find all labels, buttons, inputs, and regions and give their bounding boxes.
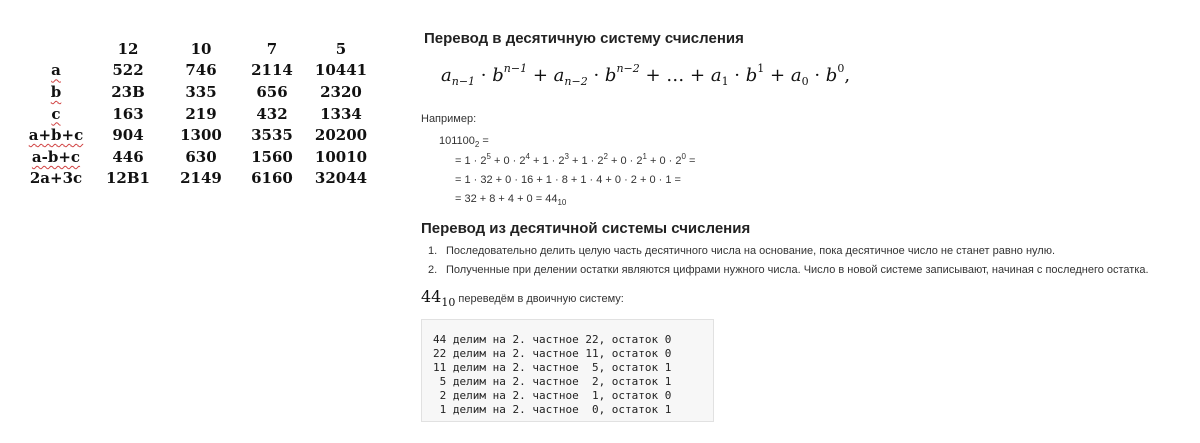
table-header-cell: 12 [117,39,139,58]
table-cell: 2149 [180,169,222,188]
table-cell: 1334 [320,104,362,123]
row-label: 2a+3c [29,169,83,188]
table-row [20,124,376,146]
table-cell: 656 [256,82,288,101]
table-row [20,81,376,103]
table-header-cell: 10 [190,39,212,58]
table-cell: 10441 [314,61,368,80]
list-item-text: Полученные при делении остатки являются цифрами нужного числа. Число в новой системе записывают, начиная с последнего остатка. [446,264,1149,276]
section-heading-from-decimal: Перевод из десятичной системы счисления [421,220,751,237]
section-heading-to-decimal: Перевод в десятичную систему счисления [424,30,744,47]
row-label: a [51,61,61,80]
list-item-number: 2. [428,264,438,276]
table-header-cell: 5 [335,39,347,58]
table-header-cell [20,38,92,60]
steps-list [421,245,1149,283]
table-cell: 23B [111,82,145,101]
base-conversion-table [20,38,376,189]
row-label: a+b+c [28,126,84,145]
code-line: 22 делим на 2. частное 11, остаток 0 [433,347,672,360]
table-cell: 335 [185,82,217,101]
code-line: 44 делим на 2. частное 22, остаток 0 [433,333,672,346]
table-cell: 20200 [314,126,368,145]
table-cell: 2114 [251,61,293,80]
table-row [20,146,376,168]
example-equation-line: = 1 · 32 + 0 · 16 + 1 · 8 + 1 · 4 + 0 · 2 + 0 · 1 = [455,174,681,186]
list-item [421,245,1149,264]
code-line: 2 делим на 2. частное 1, остаток 0 [433,389,672,402]
table-header-cell: 7 [266,39,278,58]
table-row [20,168,376,190]
list-item [421,264,1149,283]
table-cell: 746 [185,61,217,80]
example-equation-line: = $1 \cdot 2^5 + 0 \cdot 2^4 + 1 \cdot 2^3 + 1 \cdot 2^2 + 0 \cdot 2^1 + 0 \cdot 2^0$ = [455,152,696,167]
table-cell: 904 [112,126,144,145]
division-code-block [421,319,714,422]
row-label: c [51,104,61,123]
article [421,0,1200,443]
table-cell: 446 [112,147,144,166]
table-cell: 2320 [320,82,362,101]
table-cell: 6160 [251,169,293,188]
table-cell: 3535 [251,126,293,145]
code-line: 1 делим на 2. частное 0, остаток 1 [433,403,672,416]
example-label: Например: [421,113,477,125]
positional-formula: $a_{n-1} \cdot b^{n-1} + a_{n-2} \cdot b^{n-2}$ + … + $a_1 \cdot b^1 + a_0 \cdot b^0$, [441,62,851,88]
table-cell: 12B1 [106,169,150,188]
table-cell: 630 [185,147,217,166]
example-equation-line: = $32 + 8 + 4 + 0 = 44_{10}$ [455,193,567,207]
table-cell: 32044 [314,169,368,188]
row-label: b [50,82,62,101]
example-equation-line: $101100_2$ = [439,135,489,149]
table-cell: 10010 [314,147,368,166]
list-item-number: 1. [428,245,438,257]
table-cell: 1560 [251,147,293,166]
code-line: 11 делим на 2. частное 5, остаток 1 [433,361,672,374]
code-line: 5 делим на 2. частное 2, остаток 1 [433,375,672,388]
table-cell: 219 [185,104,217,123]
table-cell: 432 [256,104,288,123]
row-label: a-b+c [31,147,81,166]
conversion-intro: $44_{10}$ переведём в двоичную систему: [421,287,624,309]
table-cell: 522 [112,61,144,80]
table-header-row [20,38,376,60]
table-row [20,103,376,125]
table-cell: 163 [112,104,144,123]
table-row [20,60,376,82]
table-cell: 1300 [180,126,222,145]
list-item-text: Последовательно делить целую часть десятичного числа на основание, пока десятичное число не станет равно нулю. [446,245,1056,257]
